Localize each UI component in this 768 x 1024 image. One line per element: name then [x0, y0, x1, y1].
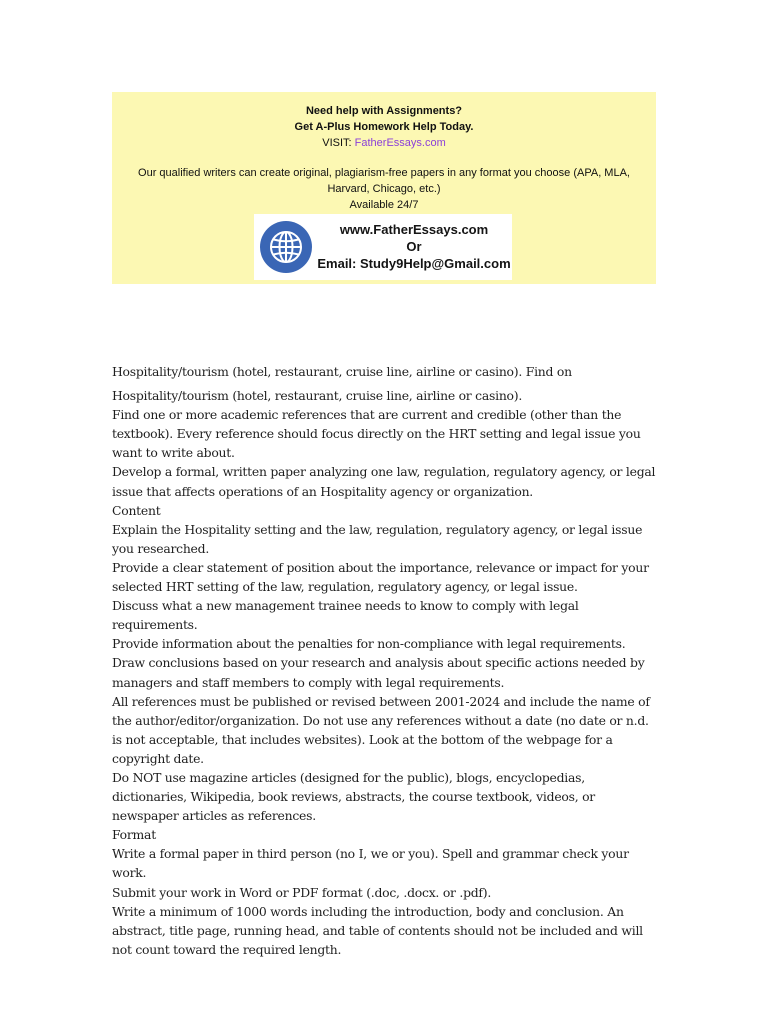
- banner-headline: Need help with Assignments?: [305, 105, 463, 117]
- contact-ad-image[interactable]: [254, 214, 512, 280]
- paragraph: Draw conclusions based on your research and analysis about specific actions needed by managers and staff members to comply with legal requirements.: [112, 655, 645, 690]
- document-body: [112, 362, 657, 959]
- banner-availability: Available 24/7: [349, 199, 419, 211]
- banner-subheadline: Get A-Plus Homework Help Today.: [294, 121, 474, 133]
- contact-ad-text: [316, 221, 512, 272]
- paragraph: Provide a clear statement of position about the importance, relevance or impact for your selected HRT setting of the law, regulation, regulatory agency, or legal issue.: [112, 559, 649, 595]
- visit-label: VISIT:: [322, 137, 355, 149]
- banner-description: Our qualified writers can create original, plagiarism-free papers in any format you choose (APA, MLA, Harvard, Chicago, etc.): [138, 167, 630, 195]
- section-heading-content: Content: [112, 502, 161, 518]
- banner-visit-line: [112, 135, 656, 151]
- section-heading-format: Format: [112, 827, 156, 843]
- paragraph: Write a formal paper in third person (no I, we or you). Spell and grammar check your work.: [112, 846, 629, 881]
- paragraph: Find one or more academic references that are current and credible (other than the textbook). Every reference should focus directly on the HRT setting and legal issue you want to write about.: [112, 407, 641, 461]
- paragraph: Write a minimum of 1000 words including the introduction, body and conclusion. An abstract, title page, running head, and table of contents should not be included and will not count toward the required length.: [112, 903, 643, 957]
- ad-website[interactable]: www.FatherEssays.com: [339, 222, 489, 237]
- globe-icon: [259, 220, 313, 274]
- paragraph: Develop a formal, written paper analyzing one law, regulation, regulatory agency, or legal issue that affects operations of an Hospitality agency or organization.: [112, 464, 656, 499]
- intro-line: Hospitality/tourism (hotel, restaurant, cruise line, airline or casino). Find on: [112, 364, 572, 379]
- paragraph: Explain the Hospitality setting and the law, regulation, regulatory agency, or legal issue you researched.: [112, 521, 643, 556]
- paragraph: Hospitality/tourism (hotel, restaurant, cruise line, airline or casino).: [112, 388, 523, 404]
- paragraph: Do NOT use magazine articles (designed for the public), blogs, encyclopedias, dictionaries, Wikipedia, book reviews, abstracts, the course textbook, videos, or newspaper articles as references.: [112, 769, 595, 824]
- visit-link[interactable]: FatherEssays.com: [354, 137, 446, 149]
- ad-email[interactable]: Email: Study9Help@Gmail.com: [317, 256, 511, 271]
- paragraph: Provide information about the penalties for non-compliance with legal requirements.: [112, 636, 626, 652]
- paragraph: All references must be published or revised between 2001-2024 and include the name of the author/editor/organization. Do not use any references without a date (no date or n.d. is not acceptable, that includes websites). Look at the bottom of the webpage for a copyright date.: [112, 693, 650, 766]
- paragraph: Discuss what a new management trainee needs to know to comply with legal requirements.: [112, 598, 579, 633]
- promo-banner: [112, 92, 656, 284]
- paragraph: Submit your work in Word or PDF format (.doc, .docx. or .pdf).: [112, 884, 492, 900]
- ad-or: Or: [406, 239, 422, 254]
